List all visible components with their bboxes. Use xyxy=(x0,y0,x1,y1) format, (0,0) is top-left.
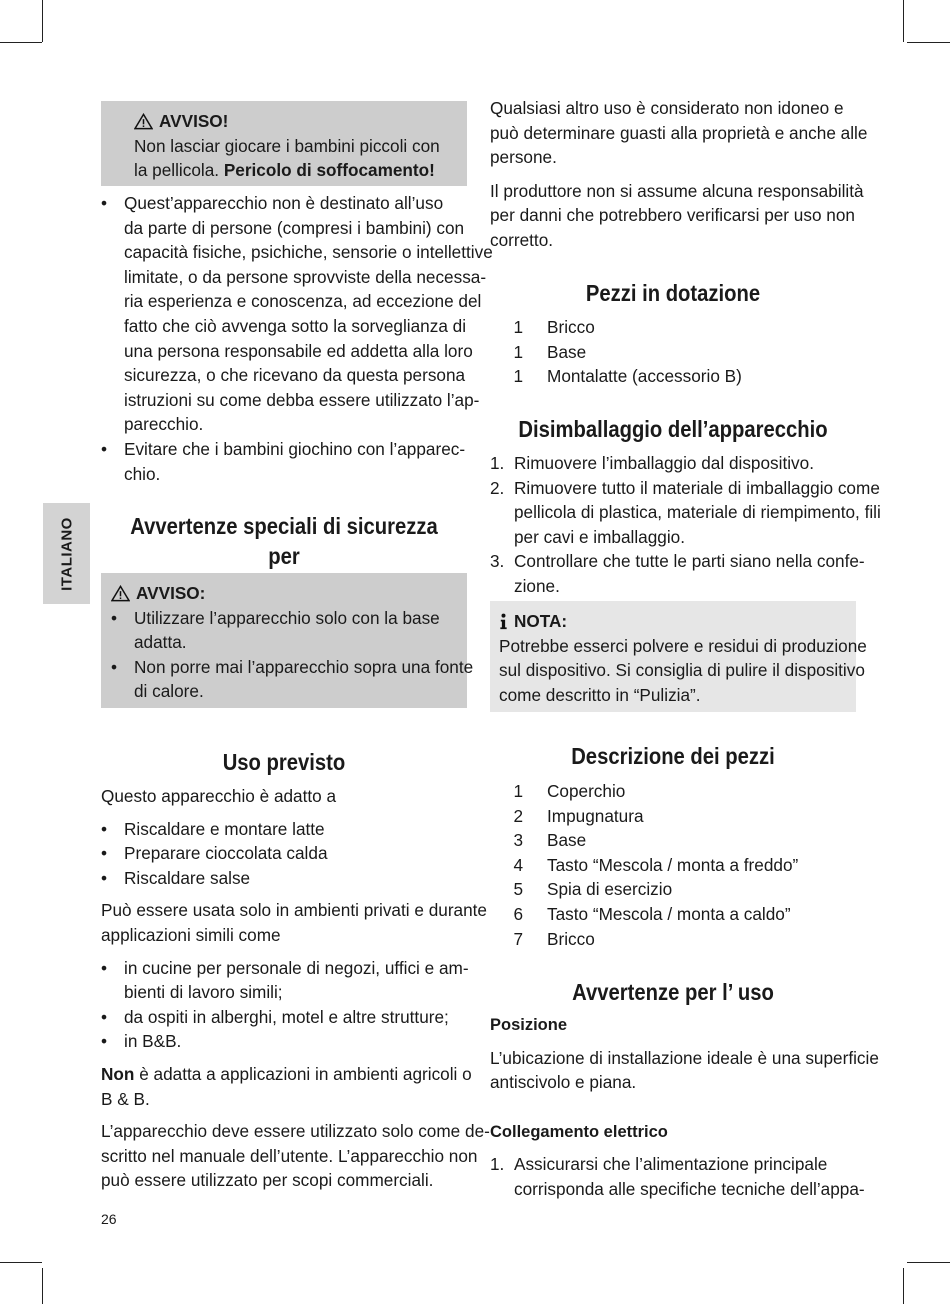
warning-text xyxy=(134,134,457,183)
text-line: sul dispositivo. Si consiglia di pulire il dispositivo xyxy=(499,660,865,681)
list-item xyxy=(101,956,467,1005)
list-item xyxy=(101,437,467,486)
text-line: bienti di lavoro simili; xyxy=(124,982,283,1003)
subheading-electric: Collegamento elettrico xyxy=(490,1122,668,1141)
non-para xyxy=(101,1062,472,1111)
text-line: corretto. xyxy=(490,229,554,250)
use-intro: Questo apparecchio è adatto a xyxy=(101,786,337,806)
text-line: antiscivolo e piana. xyxy=(490,1072,637,1093)
text-line: zione. xyxy=(514,575,560,596)
heading-parts-description: Descrizione dei pezzi xyxy=(571,743,775,769)
text-line: • Evitare che i bambini giochino con l’apparec- xyxy=(124,438,466,459)
paragraph xyxy=(490,179,864,253)
text-line: parecchio. xyxy=(124,414,204,435)
part-name: Base xyxy=(547,341,587,362)
text-line: può essere utilizzato per scopi commerciali. xyxy=(101,1170,434,1191)
section-usage-warnings xyxy=(490,977,856,1007)
text-line: adatta. xyxy=(134,632,187,653)
text-line: per cavi e imballaggio. xyxy=(514,526,686,547)
list-item xyxy=(101,191,493,437)
list-item xyxy=(490,315,856,340)
step-number: 3. xyxy=(490,551,505,572)
list-item xyxy=(490,451,856,476)
subheading-position: Posizione xyxy=(490,1016,568,1034)
list-item xyxy=(490,476,881,550)
note-title: NOTA: xyxy=(514,611,568,631)
page-number: 26 xyxy=(101,1211,117,1227)
language-tab xyxy=(43,503,90,604)
text-line: • Quest’apparecchio non è destinato all’uso xyxy=(124,193,444,213)
text-line: Potrebbe esserci polvere e residui di produzione xyxy=(499,635,867,656)
crop-mark xyxy=(42,0,43,42)
text-line: scritto nel manuale dell’utente. L’apparecchio non xyxy=(101,1145,478,1166)
use-para xyxy=(101,898,487,947)
intended-use-body xyxy=(101,784,490,1193)
text-line: sicurezza, o che ricevano da questa persona xyxy=(124,365,466,386)
part-name: Base xyxy=(547,830,587,851)
text-line: • in cucine per personale di negozi, uffici e am- xyxy=(124,957,469,978)
list-item: • Riscaldare salse xyxy=(101,866,467,891)
note-heading xyxy=(499,609,846,634)
note-box xyxy=(490,601,867,712)
item-number: 3 xyxy=(513,830,523,851)
info-icon xyxy=(499,613,508,630)
text-line: applicazioni simili come xyxy=(101,924,281,945)
text-line: B & B. xyxy=(101,1088,150,1109)
heading-line: Avvertenze speciali di sicurezza per xyxy=(130,513,438,569)
list-item xyxy=(490,877,856,902)
text-line: pellicola di plastica, materiale di riempimento, fili xyxy=(514,502,881,523)
item-number: 1 xyxy=(513,781,523,801)
qty: 1 xyxy=(513,366,523,387)
text-line: Assicurarsi che l’alimentazione principale xyxy=(514,1154,828,1175)
item-number: 6 xyxy=(513,903,523,924)
warning-text-bold: Pericolo di soffocamento! xyxy=(223,160,435,181)
paragraph xyxy=(490,96,868,170)
text-line: Controllare che tutte le parti siano nella confe- xyxy=(514,551,865,572)
crop-mark xyxy=(42,1268,43,1304)
section-unpacking xyxy=(490,414,856,444)
warning-heading xyxy=(134,109,457,134)
list-item xyxy=(490,902,856,927)
warning-title: AVVISO! xyxy=(159,111,229,131)
list-item xyxy=(490,779,856,804)
text-line: corrisponda alle specifiche tecniche dell’appa- xyxy=(514,1178,865,1199)
step-number: 2. xyxy=(490,477,505,498)
part-name: Montalatte (accessorio B) xyxy=(547,366,742,387)
part-name: Impugnatura xyxy=(547,805,644,826)
crop-mark xyxy=(0,42,42,43)
warning-box-appliance xyxy=(101,573,474,708)
crop-mark xyxy=(903,0,904,42)
warning-text-regular: Non lasciar giocare i bambini piccoli con la pellicola. xyxy=(134,135,440,181)
part-name: Tasto “Mescola / monta a freddo” xyxy=(547,854,799,875)
text-line: per danni che potrebbero verificarsi per uso non xyxy=(490,205,855,226)
warning-heading xyxy=(111,581,457,606)
list-item: • in B&B. xyxy=(101,1029,467,1054)
warning-triangle-icon xyxy=(111,585,130,602)
list-item: • Riscaldare e montare latte xyxy=(101,817,467,842)
parts-description-list xyxy=(490,779,856,951)
section-intended-use xyxy=(101,747,467,777)
text-line: Può essere usata solo in ambienti privati e durante xyxy=(101,900,487,921)
part-name: Spia di esercizio xyxy=(547,879,673,900)
step-number: 1. xyxy=(490,1154,505,1175)
text-line: fatto che ciò avvenga sotto la sorveglianza di xyxy=(124,315,467,336)
part-name: Tasto “Mescola / monta a caldo” xyxy=(547,903,791,924)
part-name: Coperchio xyxy=(547,781,626,801)
text-line: istruzioni su come debba essere utilizzato l’ap- xyxy=(124,389,480,410)
text-line: • Utilizzare l’apparecchio solo con la base xyxy=(134,607,440,628)
text-line: una persona responsabile ed addetta alla loro xyxy=(124,340,473,361)
list-item xyxy=(111,606,457,655)
text-line: capacità fisiche, psichiche, sensorie o intellettive xyxy=(124,242,493,263)
text-line: Rimuovere tutto il materiale di imballaggio come xyxy=(514,477,880,498)
text-line: Rimuovere l’imballaggio dal dispositivo. xyxy=(514,453,814,473)
non-bold: Non xyxy=(101,1063,135,1084)
text-line: L’ubicazione di installazione ideale è una superficie xyxy=(490,1047,879,1068)
qty: 1 xyxy=(513,341,523,362)
text-line: da parte di persone (compresi i bambini) con xyxy=(124,217,465,238)
crop-mark xyxy=(0,1262,42,1263)
language-tab-label: ITALIANO xyxy=(58,516,75,591)
text-line: Qualsiasi altro uso è considerato non idoneo e xyxy=(490,98,844,118)
text-line: chio. xyxy=(124,463,161,484)
text-line: di calore. xyxy=(134,681,204,702)
list-item xyxy=(490,364,856,389)
crop-mark xyxy=(907,1262,950,1263)
section-parts-supplied xyxy=(490,278,856,308)
list-item xyxy=(490,1152,865,1201)
text-line: può determinare guasti alla proprietà e anche alle xyxy=(490,122,868,143)
list-item xyxy=(490,804,856,829)
list-item xyxy=(490,927,856,952)
list-item xyxy=(490,340,856,365)
misuse-paragraphs xyxy=(490,96,868,253)
section-parts-description xyxy=(490,741,856,771)
parts-supplied-list xyxy=(490,315,856,389)
part-name: Bricco xyxy=(547,928,595,949)
safety-bullet-list xyxy=(101,191,493,486)
list-item xyxy=(490,549,865,598)
text-line: è adatta a applicazioni in ambienti agricoli o xyxy=(134,1063,472,1084)
item-number: 2 xyxy=(513,805,523,826)
text-line: limitate, o da persone sprovviste della necessa- xyxy=(124,266,487,287)
text-line: persone. xyxy=(490,147,557,168)
list-item xyxy=(490,828,856,853)
unpacking-steps xyxy=(490,451,881,599)
usage-warnings-body xyxy=(490,1013,879,1202)
warning-title: AVVISO: xyxy=(136,583,206,603)
list-item xyxy=(111,655,474,704)
crop-mark xyxy=(903,1268,904,1304)
crop-mark xyxy=(907,42,950,43)
text-line: come descritto in “Pulizia”. xyxy=(499,684,701,705)
text-line: ria esperienza e conoscenza, ad eccezione del xyxy=(124,291,482,312)
step-number: 1. xyxy=(490,453,505,473)
last-para xyxy=(101,1119,490,1193)
item-number: 4 xyxy=(513,854,523,875)
text-line: • Non porre mai l’apparecchio sopra una fonte xyxy=(134,656,474,677)
warning-triangle-icon xyxy=(134,113,153,130)
list-item xyxy=(490,853,856,878)
warning-box-children xyxy=(101,101,467,186)
heading-unpacking: Disimballaggio dell’apparecchio xyxy=(518,416,828,442)
list-item: • Preparare cioccolata calda xyxy=(101,841,467,866)
item-number: 5 xyxy=(513,879,523,900)
part-name: Bricco xyxy=(547,317,595,337)
heading-intended-use: Uso previsto xyxy=(222,749,346,775)
item-number: 7 xyxy=(513,928,523,949)
text-line: Il produttore non si assume alcuna responsabilità xyxy=(490,180,864,201)
qty: 1 xyxy=(513,317,523,337)
text-line: L’apparecchio deve essere utilizzato solo come de- xyxy=(101,1121,490,1142)
heading-usage-warnings: Avvertenze per l’ uso xyxy=(572,979,774,1005)
heading-parts-supplied: Pezzi in dotazione xyxy=(585,280,761,306)
list-item: • da ospiti in alberghi, motel e altre strutture; xyxy=(101,1005,467,1030)
